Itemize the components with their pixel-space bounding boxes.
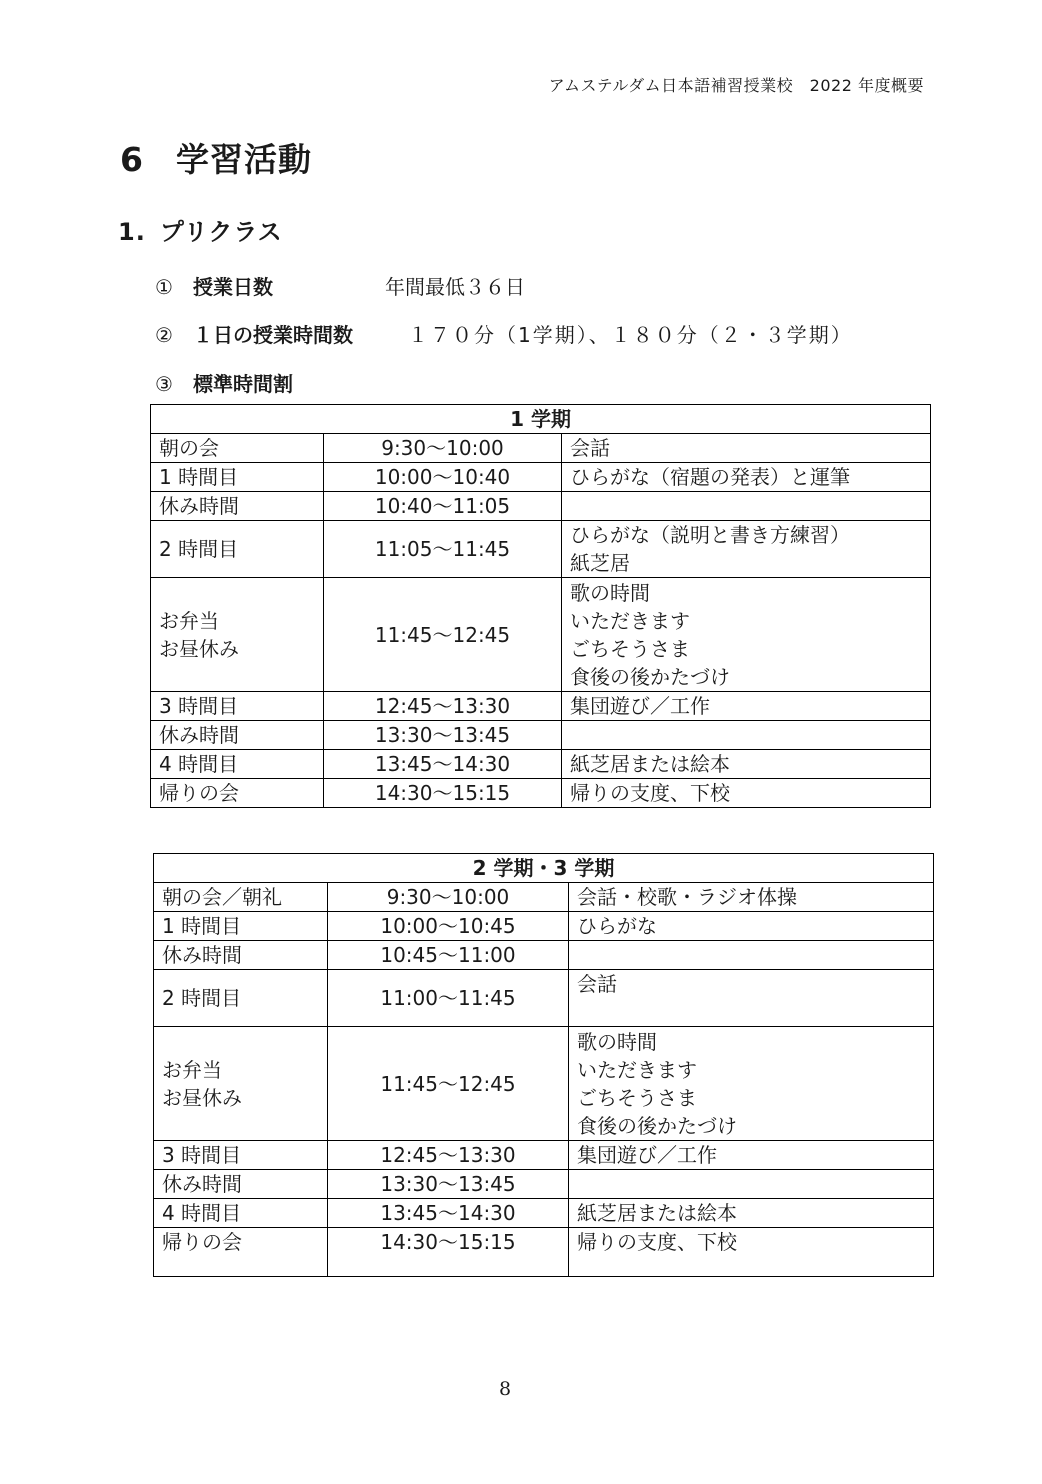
subsection-title-text: プリクラス [159,218,283,246]
period-activity: 会話 [562,434,931,463]
period-time: 12:45〜13:30 [324,692,562,721]
period-activity: ひらがな（宿題の発表）と運筆 [562,463,931,492]
period-time: 11:00〜11:45 [328,970,569,1027]
period-activity: 歌の時間 いただきます ごちそうさま 食後の後かたづけ [562,578,931,692]
period-time: 13:45〜14:30 [328,1199,569,1228]
item-marker: ③ [155,372,173,396]
period-name: お弁当 お昼休み [151,578,324,692]
table-row [154,1027,934,1141]
period-activity [569,1170,934,1199]
period-name: 休み時間 [151,721,324,750]
table-title: 1 学期 [151,405,931,434]
period-time: 9:30〜10:00 [328,883,569,912]
period-name: 朝の会／朝礼 [154,883,328,912]
period-time: 14:30〜15:15 [328,1228,569,1277]
period-name: 朝の会 [151,434,324,463]
period-activity [569,941,934,970]
item-marker: ① [155,275,173,299]
table-row [151,521,931,578]
period-name: 休み時間 [151,492,324,521]
period-activity: 集団遊び／工作 [562,692,931,721]
subsection-number: 1. [118,218,146,246]
table-row [151,779,931,808]
table-row [154,1141,934,1170]
period-activity: 紙芝居または絵本 [562,750,931,779]
table-row [154,883,934,912]
period-name: 帰りの会 [154,1228,328,1277]
period-name: 帰りの会 [151,779,324,808]
period-name: 3 時間目 [151,692,324,721]
item-daily-hours [155,319,853,348]
period-time: 11:05〜11:45 [324,521,562,578]
table-row [151,492,931,521]
period-time: 13:45〜14:30 [324,750,562,779]
period-name: 2 時間目 [151,521,324,578]
item-value: 年間最低３６日 [385,275,525,299]
period-time: 14:30〜15:15 [324,779,562,808]
table-row [151,578,931,692]
period-name: 休み時間 [154,1170,328,1199]
table-row [154,941,934,970]
table-row [154,1228,934,1277]
period-time: 10:40〜11:05 [324,492,562,521]
table-row [151,463,931,492]
period-activity: 集団遊び／工作 [569,1141,934,1170]
table-row [151,750,931,779]
period-activity [562,721,931,750]
period-time: 13:30〜13:45 [328,1170,569,1199]
period-activity: 帰りの支度、下校 [569,1228,934,1277]
period-name: 1 時間目 [151,463,324,492]
period-name: 3 時間目 [154,1141,328,1170]
item-timetable [155,368,293,397]
period-name: 休み時間 [154,941,328,970]
section-title [120,134,312,181]
period-time: 9:30〜10:00 [324,434,562,463]
period-activity: 帰りの支度、下校 [562,779,931,808]
period-name: 4 時間目 [154,1199,328,1228]
item-value: １７０分（1学期）、１８０分（２・３学期） [408,323,853,347]
period-activity: 会話・校歌・ラジオ体操 [569,883,934,912]
period-name: お弁当 お昼休み [154,1027,328,1141]
table-title: 2 学期・3 学期 [154,854,934,883]
subsection-title [118,212,283,247]
table-row [154,970,934,1027]
item-label: １日の授業時間数 [193,323,353,347]
item-marker: ② [155,323,173,347]
period-activity [562,492,931,521]
item-label: 標準時間割 [193,372,293,396]
table-row [154,1199,934,1228]
table-row [154,1170,934,1199]
period-time: 10:00〜10:45 [328,912,569,941]
period-activity: 歌の時間 いただきます ごちそうさま 食後の後かたづけ [569,1027,934,1141]
table-row [151,721,931,750]
period-time: 11:45〜12:45 [328,1027,569,1141]
period-time: 12:45〜13:30 [328,1141,569,1170]
period-time: 10:00〜10:40 [324,463,562,492]
item-class-days [155,271,525,300]
period-activity: 会話 [569,970,934,1027]
timetable-term1 [150,404,931,808]
period-name: 4 時間目 [151,750,324,779]
section-title-text: 学習活動 [175,140,312,179]
table-row [151,692,931,721]
period-name: 2 時間目 [154,970,328,1027]
period-time: 13:30〜13:45 [324,721,562,750]
period-name: 1 時間目 [154,912,328,941]
period-activity: ひらがな（説明と書き方練習） 紙芝居 [562,521,931,578]
section-number: 6 [120,140,144,179]
item-label: 授業日数 [193,275,273,299]
table-row [154,912,934,941]
period-activity: 紙芝居または絵本 [569,1199,934,1228]
table-row [151,434,931,463]
document-header: アムステルダム日本語補習授業校 2022 年度概要 [548,76,924,95]
period-time: 11:45〜12:45 [324,578,562,692]
page-number: 8 [498,1378,512,1400]
period-time: 10:45〜11:00 [328,941,569,970]
timetable-term2-3 [153,853,934,1277]
period-activity: ひらがな [569,912,934,941]
